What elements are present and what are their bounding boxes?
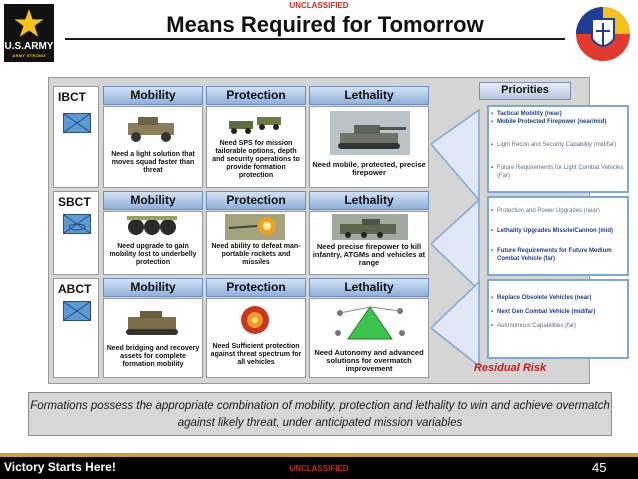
header-lethality: Lethality [309, 278, 429, 297]
sbct-protection-cell [206, 211, 306, 275]
us-army-logo [4, 4, 54, 62]
tank-image [330, 111, 410, 155]
recovery-vehicle-image [122, 307, 182, 337]
abct-protection-caption: Need Sufficient protection against threat spectrum for all vehicles [210, 343, 302, 366]
sbct-lethality-caption: Need precise firepower to kill infantry, ATGMs and vehicles at range [312, 242, 426, 267]
classification-bottom: UNCLASSIFIED [289, 464, 349, 473]
header-lethality: Lethality [309, 86, 429, 105]
sbct-mobility-caption: Need upgrade to gain mobility lost to underbelly protection [109, 243, 197, 266]
abct-lethality-cell [309, 298, 429, 378]
footer-slogan: Victory Starts Here! [4, 460, 116, 474]
abct-mobility-caption: Need bridging and recovery assets for complete formation mobility [106, 345, 200, 368]
header-protection: Protection [206, 278, 306, 297]
stryker-wheels-image [122, 214, 182, 240]
logo-subtext: ARMY STRONG [12, 53, 46, 58]
explosion-image [225, 305, 285, 335]
priority-item: ▪ Light Recon and Security Capability (mid/far) [497, 142, 625, 150]
ibct-lethality-cell [309, 106, 429, 188]
stryker-symbol-icon [63, 214, 91, 234]
star-icon [12, 7, 46, 39]
header-mobility: Mobility [103, 86, 203, 105]
means-matrix-panel [48, 77, 624, 384]
header-mobility: Mobility [103, 278, 203, 297]
sbct-protection-caption: Need ability to defeat man-portable rockets and missiles [211, 243, 301, 266]
echelon-abct [53, 278, 99, 378]
echelon-label: IBCT [58, 90, 86, 104]
abct-mobility-cell [103, 298, 203, 378]
header-protection: Protection [206, 86, 306, 105]
light-vehicle-image [122, 113, 182, 143]
priority-item: ▪ Future Requirements for Future Medium Combat Vehicle (far) [497, 248, 625, 263]
infantry-symbol-icon [63, 113, 91, 133]
logo-text: U.S.ARMY [4, 41, 54, 52]
priority-item: ▪ Protection and Power Upgrades (near) [497, 208, 625, 216]
ibct-protection-caption: Need SPS for mission tailorable options, depth and security operations to provide formation protection [212, 140, 300, 179]
residual-risk-label: Residual Risk [473, 362, 547, 374]
sbct-mobility-cell [103, 211, 203, 275]
autonomy-network-image [330, 303, 410, 343]
rocket-impact-image [225, 214, 285, 240]
echelon-sbct [53, 191, 99, 275]
priorities-title: Priorities [479, 82, 571, 100]
abct-lethality-caption: Need Autonomy and advanced solutions for overmatch improvement [314, 348, 424, 373]
ibct-mobility-caption: Need a light solution that moves squad faster than threat [111, 151, 195, 174]
echelon-label: SBCT [58, 195, 91, 209]
stryker-vehicle-image [332, 214, 408, 240]
header-lethality: Lethality [309, 191, 429, 210]
priority-arrows [431, 102, 491, 372]
echelon-ibct [53, 86, 99, 188]
page-title: Means Required for Tomorrow [166, 12, 484, 37]
humvee-image [225, 109, 285, 139]
priority-item: ▪ Mobile Protected Firepower (near/mid) [497, 119, 625, 127]
abct-protection-cell [206, 298, 306, 378]
priority-item: ▪ Autonomous Capabilities (far) [497, 323, 625, 331]
page-number: 45 [592, 460, 607, 475]
priority-item: ▪ Replace Obsolete Vehicles (near) [497, 295, 625, 303]
header-mobility: Mobility [103, 191, 203, 210]
classification-top: UNCLASSIFIED [289, 1, 349, 10]
unit-crest-icon [574, 5, 632, 63]
summary-statement: Formations possess the appropriate combination of mobility, protection and lethality to win and achieve overmatch against likely threat, under anticipated mission variables [28, 392, 612, 436]
ibct-mobility-cell [103, 106, 203, 188]
title-divider [65, 38, 565, 40]
priority-item: ▪ Lethality Upgrades Missile/Cannon (mid) [497, 228, 625, 236]
priorities-group-abct [487, 279, 629, 359]
sbct-lethality-cell [309, 211, 429, 275]
header-protection: Protection [206, 191, 306, 210]
armor-symbol-icon [63, 301, 91, 321]
priorities-group-ibct [487, 105, 629, 193]
ibct-protection-cell [206, 106, 306, 188]
priority-item: ▪ Future Requirements for Light Combat Vehicles (Far) [497, 165, 625, 180]
ibct-lethality-caption: Need mobile, protected, precise firepower [312, 160, 426, 177]
priority-item: ▪ Next Gen Combat Vehicle (mid/far) [497, 309, 625, 317]
priorities-group-sbct [487, 196, 629, 276]
echelon-label: ABCT [58, 282, 92, 296]
priority-item: ▪ Tactical Mobility (near) [497, 111, 625, 119]
